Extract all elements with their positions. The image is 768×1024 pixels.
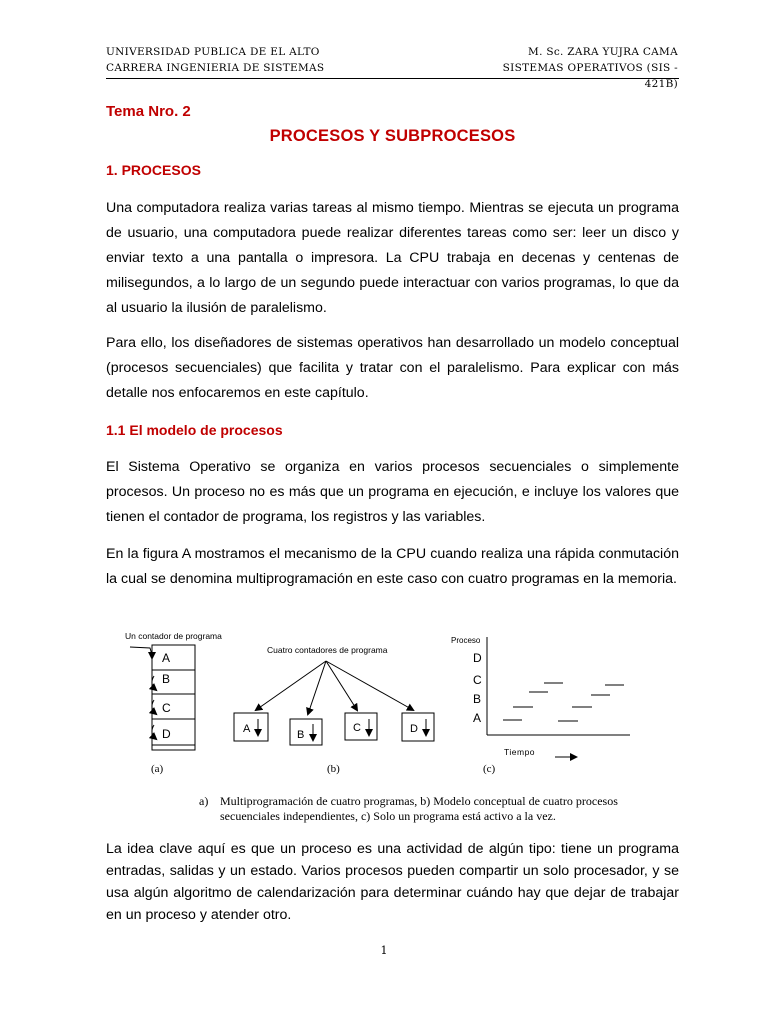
paragraph-1: Una computadora realiza varias tareas al mismo tiempo. Mientras se ejecuta un programa de usuario, una computadora puede realizar diferentes tareas como ser: leer un disco y enviar texto a una pantalla o impresora. La CPU trabaja en decenas y centenas de milisegundos, a lo largo de un segundo puede interactuar con varios programas, lo que da al usuario la ilusión de paralelismo. <box>106 200 679 316</box>
process-box-c <box>345 713 377 740</box>
svg-text:C: C <box>353 722 361 734</box>
paragraph-4: En la figura A mostramos el mecanismo de la CPU cuando realiza una rápida conmutación la cual se denomina multiprogramación en este caso con cuatro programas en la memoria. <box>106 546 679 587</box>
caption-label: a) <box>199 794 209 808</box>
figure-a-title: Un contador de programa <box>125 631 222 641</box>
row-label-d: D <box>473 651 482 665</box>
memory-cell-a: A <box>162 651 171 665</box>
section-heading-procesos: 1. PROCESOS <box>106 162 201 178</box>
row-label-a: A <box>473 711 482 725</box>
paragraph-3: El Sistema Operativo se organiza en varios procesos secuenciales o simplemente procesos. Un proceso no es más que un programa en ejecución, e incluye los valores que tienen el contador de programa, los registros y las variables. <box>106 459 679 525</box>
memory-box <box>152 645 195 750</box>
figure-b-label: (b) <box>327 763 340 775</box>
figure-c-label: (c) <box>483 763 496 775</box>
svg-text:A: A <box>243 723 251 735</box>
row-label-c: C <box>473 673 482 687</box>
figure-a-label: (a) <box>151 763 164 775</box>
career-name: CARRERA INGENIERIA DE SISTEMAS <box>106 62 325 74</box>
topic-number: Tema Nro. 2 <box>106 103 191 120</box>
process-box-a <box>234 713 268 741</box>
figure-c-x-label: Tiempo <box>504 747 536 757</box>
caption-text: Multiprogramación de cuatro programas, b) Modelo conceptual de cuatro procesos secuenciales independientes, c) Solo un programa está activo a la vez. <box>220 794 618 823</box>
page-title: PROCESOS Y SUBPROCESOS <box>269 127 516 145</box>
process-box-d <box>402 713 434 741</box>
figure-c-y-label: Proceso <box>451 636 481 645</box>
row-label-b: B <box>473 692 482 706</box>
process-box-b <box>290 719 322 745</box>
memory-cell-b: B <box>162 672 171 686</box>
program-counter-arrow <box>130 647 152 658</box>
memory-cell-d: D <box>162 727 171 741</box>
memory-cell-c: C <box>162 701 171 715</box>
course-name: SISTEMAS OPERATIVOS (SIS - 421B) <box>502 62 678 90</box>
section-heading-modelo: 1.1 El modelo de procesos <box>106 422 283 438</box>
paragraph-2: Para ello, los diseñadores de sistemas operativos han desarrollado un modelo conceptual (procesos secuenciales) que facilita y tratar con el paralelismo. Para explicar con más detalle nos enfocaremos en este capítulo. <box>106 335 679 401</box>
university-name: UNIVERSIDAD PUBLICA DE EL ALTO <box>106 46 320 58</box>
author-name: M. Sc. ZARA YUJRA CAMA <box>528 46 678 58</box>
figure-caption <box>199 794 680 824</box>
figure-b-title: Cuatro contadores de programa <box>267 645 388 655</box>
execution-segments <box>503 683 624 721</box>
svg-text:D: D <box>410 723 418 735</box>
svg-text:B: B <box>297 729 305 741</box>
paragraph-5: La idea clave aquí es que un proceso es una actividad de algún tipo: tiene un programa entradas, salidas y un estado. Varios procesos pueden compartir un solo procesador, y se usa algún algoritmo de calendarización para determinar cuándo hay que dejar de trabajar en un proceso y atender otro. <box>106 841 679 923</box>
page-number: 1 <box>380 944 388 957</box>
